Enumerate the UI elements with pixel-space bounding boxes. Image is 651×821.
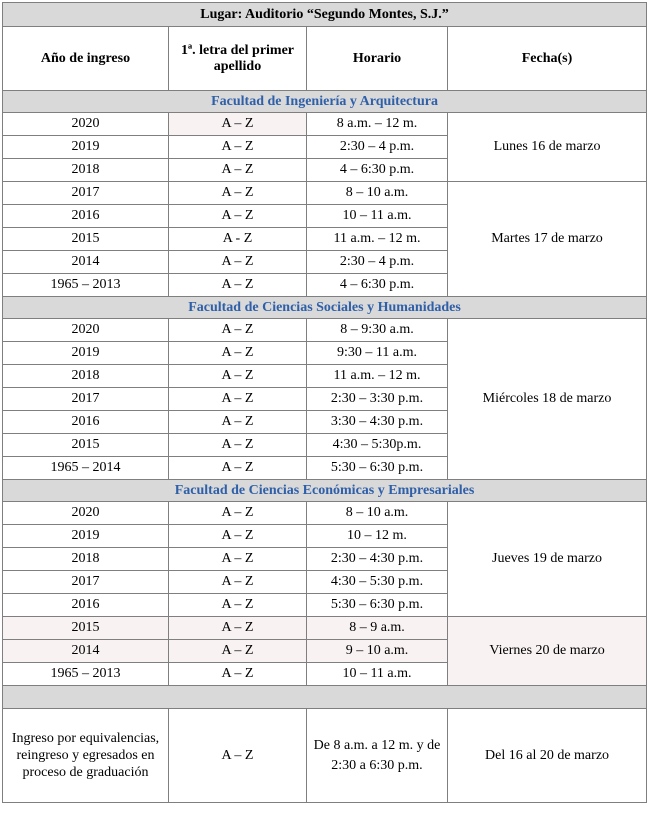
time-cell: 8 – 9:30 a.m. (307, 319, 448, 342)
letter-cell: A – Z (169, 617, 307, 640)
schedule-table (2, 2, 647, 803)
letter-cell: A – Z (169, 365, 307, 388)
year-cell: 2020 (3, 319, 169, 342)
year-cell: 2017 (3, 182, 169, 205)
letter-cell: A – Z (169, 319, 307, 342)
letter-cell: A – Z (169, 274, 307, 297)
year-cell: 2017 (3, 571, 169, 594)
place-title: Lugar: Auditorio “Segundo Montes, S.J.” (3, 3, 647, 27)
date-cell: Del 16 al 20 de marzo (448, 709, 647, 803)
time-cell: 3:30 – 4:30 p.m. (307, 411, 448, 434)
faculty-title: Facultad de Ingeniería y Arquitectura (3, 91, 647, 113)
letter-cell: A – Z (169, 342, 307, 365)
year-cell: 2018 (3, 548, 169, 571)
year-cell: 2015 (3, 617, 169, 640)
separator-row (3, 686, 647, 709)
year-cell: 1965 – 2013 (3, 274, 169, 297)
time-cell: 8 – 10 a.m. (307, 502, 448, 525)
year-cell: 2018 (3, 365, 169, 388)
table-row (3, 113, 647, 136)
faculty-title: Facultad de Ciencias Sociales y Humanidades (3, 297, 647, 319)
year-cell: Ingreso por equivalencias, reingreso y egresados en proceso de graduación (3, 709, 169, 803)
table-row (3, 709, 647, 803)
year-cell: 2016 (3, 594, 169, 617)
time-cell: 10 – 11 a.m. (307, 663, 448, 686)
year-cell: 2020 (3, 502, 169, 525)
time-cell: 5:30 – 6:30 p.m. (307, 594, 448, 617)
date-cell: Miércoles 18 de marzo (448, 319, 647, 480)
letter-cell: A – Z (169, 411, 307, 434)
letter-cell: A – Z (169, 182, 307, 205)
time-cell: 2:30 – 3:30 p.m. (307, 388, 448, 411)
letter-cell: A – Z (169, 571, 307, 594)
year-cell: 2016 (3, 411, 169, 434)
time-cell: 4 – 6:30 p.m. (307, 274, 448, 297)
time-cell: 11 a.m. – 12 m. (307, 228, 448, 251)
letter-cell: A – Z (169, 640, 307, 663)
time-cell: 5:30 – 6:30 p.m. (307, 457, 448, 480)
table-row (3, 617, 647, 640)
year-cell: 1965 – 2013 (3, 663, 169, 686)
table-row (3, 319, 647, 342)
time-cell: 11 a.m. – 12 m. (307, 365, 448, 388)
time-cell: 8 a.m. – 12 m. (307, 113, 448, 136)
header-year: Año de ingreso (3, 27, 169, 91)
letter-cell: A – Z (169, 113, 307, 136)
year-cell: 2017 (3, 388, 169, 411)
year-cell: 2019 (3, 136, 169, 159)
year-cell: 2014 (3, 251, 169, 274)
header-date: Fecha(s) (448, 27, 647, 91)
letter-cell: A – Z (169, 663, 307, 686)
letter-cell: A – Z (169, 709, 307, 803)
time-cell: 2:30 – 4 p.m. (307, 251, 448, 274)
date-cell: Martes 17 de marzo (448, 182, 647, 297)
time-cell: 8 – 9 a.m. (307, 617, 448, 640)
year-cell: 2015 (3, 228, 169, 251)
time-cell: 10 – 12 m. (307, 525, 448, 548)
year-cell: 2019 (3, 342, 169, 365)
time-cell: 8 – 10 a.m. (307, 182, 448, 205)
year-cell: 2016 (3, 205, 169, 228)
year-cell: 2014 (3, 640, 169, 663)
time-cell: 4:30 – 5:30p.m. (307, 434, 448, 457)
time-cell: 9:30 – 11 a.m. (307, 342, 448, 365)
date-cell: Jueves 19 de marzo (448, 502, 647, 617)
table-row (3, 502, 647, 525)
time-cell: De 8 a.m. a 12 m. y de 2:30 a 6:30 p.m. (307, 709, 448, 803)
letter-cell: A – Z (169, 548, 307, 571)
letter-cell: A - Z (169, 228, 307, 251)
letter-cell: A – Z (169, 251, 307, 274)
time-cell: 4:30 – 5:30 p.m. (307, 571, 448, 594)
faculty-title: Facultad de Ciencias Económicas y Empresariales (3, 480, 647, 502)
time-cell: 2:30 – 4 p.m. (307, 136, 448, 159)
header-time: Horario (307, 27, 448, 91)
letter-cell: A – Z (169, 457, 307, 480)
letter-cell: A – Z (169, 205, 307, 228)
header-letter: 1ª. letra del primer apellido (169, 27, 307, 91)
year-cell: 2019 (3, 525, 169, 548)
table-row (3, 182, 647, 205)
letter-cell: A – Z (169, 388, 307, 411)
date-cell: Lunes 16 de marzo (448, 113, 647, 182)
letter-cell: A – Z (169, 136, 307, 159)
time-cell: 4 – 6:30 p.m. (307, 159, 448, 182)
letter-cell: A – Z (169, 525, 307, 548)
year-cell: 2015 (3, 434, 169, 457)
time-cell: 10 – 11 a.m. (307, 205, 448, 228)
year-cell: 1965 – 2014 (3, 457, 169, 480)
time-cell: 9 – 10 a.m. (307, 640, 448, 663)
year-cell: 2018 (3, 159, 169, 182)
letter-cell: A – Z (169, 434, 307, 457)
letter-cell: A – Z (169, 502, 307, 525)
letter-cell: A – Z (169, 159, 307, 182)
year-cell: 2020 (3, 113, 169, 136)
letter-cell: A – Z (169, 594, 307, 617)
date-cell: Viernes 20 de marzo (448, 617, 647, 686)
time-cell: 2:30 – 4:30 p.m. (307, 548, 448, 571)
